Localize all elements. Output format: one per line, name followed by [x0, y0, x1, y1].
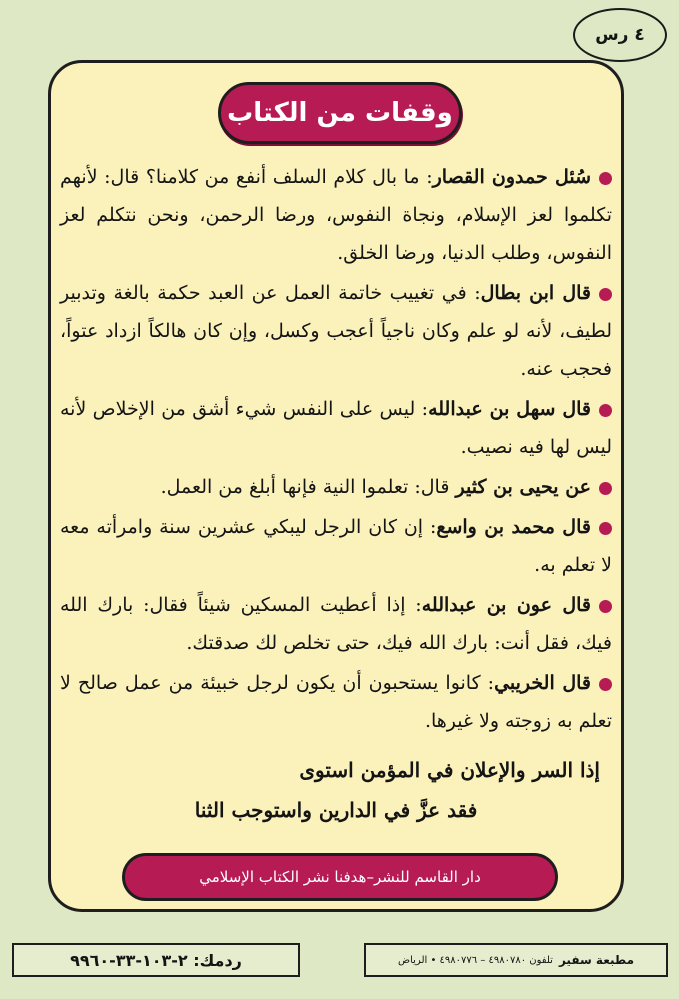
- publisher-banner: دار القاسم للنشر–هدفنا نشر الكتاب الإسلامي: [122, 853, 558, 901]
- bullet-icon: [599, 678, 612, 691]
- quote-item: [60, 508, 612, 584]
- quote-item: [60, 274, 612, 388]
- bullet-icon: [599, 404, 612, 417]
- bullet-icon: [599, 482, 612, 495]
- isbn-box: ردمك: ٢-١٠٣-٣٣-٩٩٦٠: [12, 943, 300, 977]
- quote-text: : ما بال كلام السلف أنفع من كلامنا؟ قال: لأنهم تكلموا لعز الإسلام، ونجاة النفوس، ورضا الرحمن، ونحن نتكلم لعز النفوس، وطلب الدنيا، ورضا الخلق.: [60, 166, 612, 264]
- quotes-list: [60, 158, 612, 740]
- quote-item: [60, 468, 612, 506]
- quote-text: : في تغييب خاتمة العمل عن العبد حكمة بالغة وتدبير لطيف، لأنه لو علم وكان ناجياً أعجب وكسل، وإن كان هالكاً ازداد عتواً، فحجب عنه.: [60, 282, 612, 380]
- verse-line-2: فقد عزَّ في الدارين واستوجب الثنا: [194, 798, 478, 822]
- quote-item: [60, 390, 612, 466]
- quote-speaker: قال عون بن عبدالله: [421, 594, 591, 616]
- quote-speaker: قال ابن بطال: [480, 282, 591, 304]
- quote-text: قال: تعلموا النية فإنها أبلغ من العمل.: [160, 476, 456, 498]
- quote-text: : إذا أعطيت المسكين شيئاً فقال: بارك الله فيك، فقل أنت: بارك الله فيك، حتى تخلص لك صدقتك.: [60, 594, 612, 654]
- bullet-icon: [599, 522, 612, 535]
- page-code-badge: ٤ رس: [573, 8, 667, 62]
- printer-details: تلفون ٤٩٨٠٧٨٠ – ٤٩٨٠٧٧٦ • الرياض: [398, 954, 553, 966]
- quote-item: [60, 664, 612, 740]
- printer-box: [364, 943, 668, 977]
- quote-speaker: قال الخريبي: [494, 672, 592, 694]
- bullet-icon: [599, 288, 612, 301]
- quote-text: : إن كان الرجل ليبكي عشرين سنة وامرأته معه لا تعلم به.: [60, 516, 612, 576]
- quote-speaker: عن يحيى بن كثير: [455, 476, 591, 498]
- quote-text: : كانوا يستحبون أن يكون لرجل خبيئة من عمل صالح لا تعلم به زوجته ولا غيرها.: [60, 672, 612, 732]
- verse-line-1: إذا السر والإعلان في المؤمن استوى: [299, 758, 600, 782]
- quote-speaker: سُئل حمدون القصار: [432, 166, 591, 188]
- quote-item: [60, 586, 612, 662]
- quote-speaker: قال محمد بن واسع: [436, 516, 591, 538]
- quote-speaker: قال سهل بن عبدالله: [428, 398, 591, 420]
- printer-name: مطبعة سفير: [558, 953, 634, 967]
- quote-item: [60, 158, 612, 272]
- bullet-icon: [599, 600, 612, 613]
- page-title: وقفات من الكتاب: [218, 82, 462, 144]
- quote-text: : ليس على النفس شيء أشق من الإخلاص لأنه ليس لها فيه نصيب.: [60, 398, 612, 458]
- bullet-icon: [599, 172, 612, 185]
